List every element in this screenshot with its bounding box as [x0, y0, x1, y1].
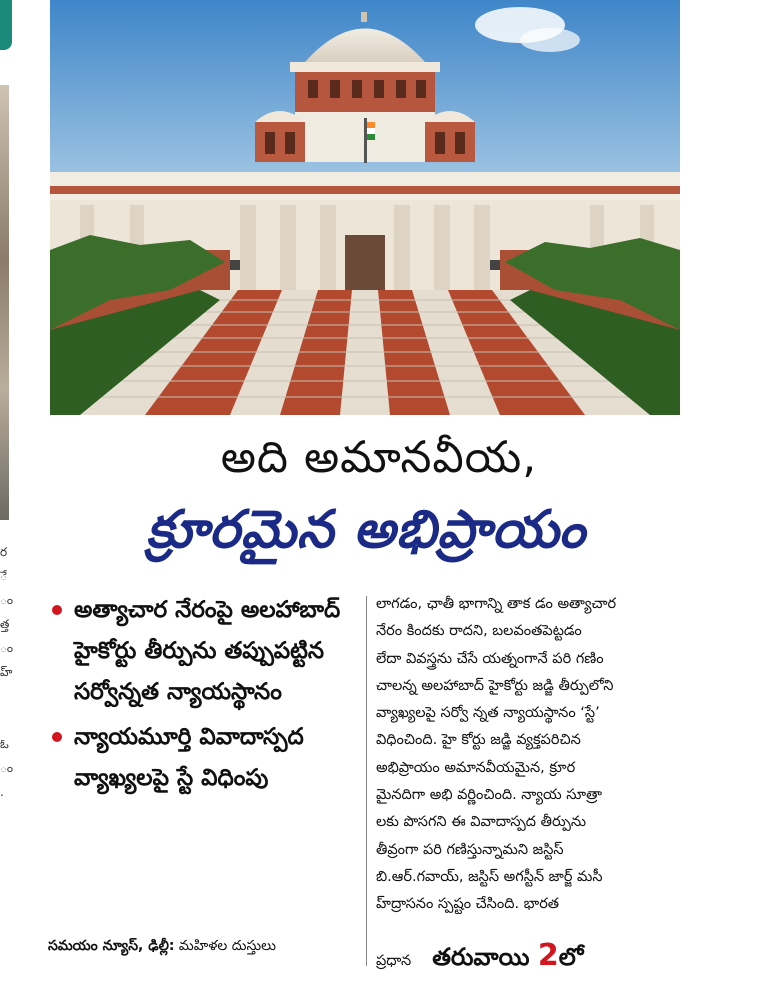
jump-reference[interactable]	[432, 938, 584, 973]
body-line: విధించింది. హై కోర్టు జడ్జి వ్యక్తపరిచిన	[376, 732, 581, 749]
jump-prefix: తరువాయి	[432, 943, 530, 971]
edge-char: ే	[0, 569, 7, 583]
body-line: లేదా వివస్త్రను చేసే యత్నంగానే పరి గణిం	[376, 650, 604, 667]
column-divider	[366, 596, 367, 966]
body-line: వ్యాఖ్యలపై సర్వో న్నత న్యాయస్థానం ‘స్టే’	[376, 705, 600, 722]
highlight-text: న్యాయమూర్తి వివాదాస్పద వ్యాఖ్యలపై స్టే విధింపు	[74, 724, 304, 791]
body-line: బి.ఆర్.గవాయ్, జస్టిస్ అగస్టీన్ జార్జ్ మసీ	[376, 868, 603, 885]
headline-line-2: క్రూరమైన అభిప్రాయం	[146, 500, 586, 560]
supreme-court-illustration	[50, 0, 680, 415]
dateline-source: సమయం న్యూస్, ఢిల్లీ:	[48, 938, 175, 954]
headline-line-1: అది అమానవీయ,	[220, 432, 538, 483]
jump-suffix: లో	[558, 943, 584, 971]
body-line: తీవ్రంగా పరి గణిస్తున్నామని జస్టిస్	[376, 841, 564, 858]
edge-char	[0, 708, 14, 732]
body-line: నేరం కిందకు రాదని, బలవంతపెట్టడం	[376, 623, 582, 640]
body-line: అభిప్రాయం అమానవీయమైన, క్రూర	[376, 759, 576, 776]
edge-char: త్త	[0, 617, 10, 631]
adjacent-article-edge	[0, 0, 14, 994]
continuation-last-word: ప్రధాన	[376, 953, 412, 969]
edge-char: ర	[0, 545, 8, 559]
red-bullet-icon	[52, 732, 62, 742]
dateline	[48, 938, 363, 957]
continuation-line	[376, 938, 686, 977]
edge-char	[0, 684, 14, 708]
supreme-court-photo	[50, 0, 680, 415]
red-bullet-icon	[52, 605, 62, 615]
highlight-item	[48, 590, 348, 713]
edge-char: ఓ	[0, 737, 9, 751]
article-body	[376, 591, 681, 919]
highlight-text: అత్యాచార నేరంపై అలహాబాద్ హైకోర్టు తీర్పును తప్పుపట్టిన సర్వోన్నత న్యాయస్థానం	[74, 597, 341, 705]
adjacent-card-corner	[0, 0, 12, 50]
dateline-text: మహిళల దుస్తులు	[178, 938, 276, 954]
body-line: మైనదిగా అభి వర్ణించింది. న్యాయ సూత్రా	[376, 787, 602, 804]
edge-char: ం	[0, 761, 14, 775]
edge-char: ం	[0, 593, 14, 607]
body-line: లకు పొసగని ఈ వివాదాస్పద తీర్పును	[376, 814, 587, 831]
edge-char: ం	[0, 641, 14, 655]
body-line: చాలన్న అలహాబాద్ హైకోర్టు జడ్జి తీర్పులోని	[376, 677, 614, 694]
body-line: లాగడం, ఛాతీ భాగాన్ని తాక డం అత్యాచార	[376, 596, 617, 612]
jump-page-number: 2	[537, 938, 559, 973]
highlights-list	[48, 590, 348, 803]
body-line: హ్‌ద్రాసనం స్పష్టం చేసింది. భారత	[376, 896, 560, 913]
adjacent-text-fragments	[0, 540, 14, 804]
highlight-item	[48, 717, 348, 799]
edge-char: హ్	[0, 665, 13, 679]
edge-char: .	[0, 785, 4, 799]
